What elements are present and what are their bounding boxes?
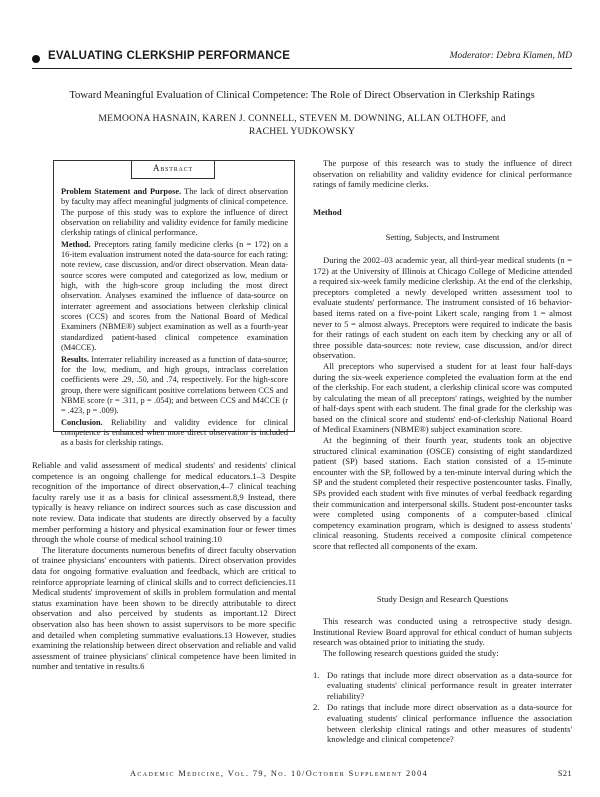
setting-paragraph-2: All preceptors who supervised a student for at least four half-days during the six-week experience completed the evaluation form at the end of the clerkship. For each student, a clerkship clinical score was computed by calculating the mean of all preceptors' ratings, weighted by the number of half-days spent with each student. The final grade for the clerkship was based on the clinical score and students' end-of-clerkship National Board of Medical Examiners (NBME®) subject examination score.: [313, 360, 572, 435]
setting-paragraph-3: At the beginning of their fourth year, students took an objective structured clinical examination (OSCE) consisting of eight standardized patient (SP) based stations. Each station consisted of a 15-minute encounter with the SP, followed by a ten-minute interval during which the SP and the student completed their respective postencounter tasks. Finally, SPs provided each student with five minutes of verbal feedback regarding their communication and interpersonal skills. Student post-encounter tasks were completed using components of a computer-based clinical competency examination program, which is designed to assess students' clinical reasoning. Students received a composite clinical competence score that reflected all components of the exam.: [313, 435, 572, 551]
conclusion-text: Reliability and validity evidence for clinical competence is enhanced when more direct observation is included as a basis for clerkship ratings.: [61, 417, 288, 448]
purpose-paragraph: The purpose of this research was to study the influence of direct observation on reliability and validity evidence for clinical performance ratings of family medicine clerks.: [313, 158, 572, 190]
bullet-icon: [32, 55, 40, 63]
left-column-body: [32, 460, 296, 672]
questions-intro: The following research questions guided the study:: [323, 647, 499, 658]
conclusion-label: Conclusion.: [61, 417, 103, 427]
page-footer: [32, 769, 572, 781]
research-questions: [313, 670, 572, 745]
method-text: Preceptors rating family medicine clerks (n = 172) on a 16-item evaluation instrument noted the data-source for each rating: note review, case discussion, and/or direct observation. Mean data-source scores were computed and categorized as low, medium or high, with the high-score group including the most direct observation. Analyses examined the influence of data-source on interrater agreement and associations between clerkship clinical scores (CCS) and scores from the National Board of Medical Examiners (NBME®) subject examination as well as a fourth-year standardized patient-based clinical competence examination (M4CCE).: [61, 239, 288, 353]
results-label: Results.: [61, 354, 89, 364]
abstract-results: [61, 355, 288, 417]
article-title: Toward Meaningful Evaluation of Clinical Competence: The Role of Direct Observation in Clerkship Ratings: [69, 90, 535, 101]
list-item: [313, 702, 572, 744]
author-list: [90, 112, 514, 138]
abstract-method: [61, 240, 288, 354]
page-number: S21: [557, 769, 572, 778]
setting-paragraph-1: During the 2002–03 academic year, all third-year medical students (n = 172) at the University of Illinois at Chicago College of Medicine attended a required six-week family medicine clerkship. At the end of the clerkship, preceptors completed a newly developed written assessment tool to evaluate students' performance. The instrument consisted of 16 behavior-based items rated on a five-point Likert scale, ranging from 1 = almost never to 5 = almost always. Preceptors were required to indicate the basis for their ratings of each student on each item by checking any or all of three possible data-sources: note review, case discussion, and/or direct observation.: [313, 254, 572, 361]
abstract-heading: Abstract: [131, 160, 215, 179]
method-label: Method.: [61, 239, 91, 249]
question-text: Do ratings that include more direct observation as a data-source for evaluating students' clinical performance result in greater interrater reliability?: [327, 669, 572, 701]
question-number: 1.: [313, 669, 320, 680]
design-paragraph: This research was conducted using a retrospective study design. Institutional Review Board approval for ethical conduct of human subjects research was obtained prior to initiating the study.: [313, 616, 572, 648]
design-subheading: Study Design and Research Questions: [376, 593, 509, 604]
abstract-box: [53, 160, 295, 448]
header-rule: [32, 68, 572, 69]
abstract-conclusion: [61, 418, 288, 449]
journal-citation: Academic Medicine, Vol. 79, No. 10/October Supplement 2004: [130, 769, 429, 778]
question-number: 2.: [313, 702, 320, 713]
results-text: Interrater reliability increased as a function of data-source; for the low, medium, and high groups, intraclass correlation coefficients were .29, .50, and .74, respectively. For the high-score group, there were significant positive correlations between CCS and NBME score (r = .311, p = .054); and between CCS and M4CCE (r = .423, p = .009).: [61, 354, 288, 416]
section-title: EVALUATING CLERKSHIP PERFORMANCE: [48, 50, 291, 62]
method-heading: Method: [313, 206, 342, 217]
literature-paragraph: The literature documents numerous benefits of direct faculty observation of trainee physicians' encounters with patients. Direct observation provides data for ongoing formative evaluation and feedback, which are critical to reinforce appropriate learning of clinical skills and to correct deficiencies.11 Medical students' improvement of skills in problem formulation and mental status examination have been shown to be directly attributable to direct observation and also perceived by students as important.12 Direct observation also has been shown to assist supervisors to be more specific and detailed when completing summative evaluations.13 However, studies examining the relationship between direct observation and reliable and valid assessment of trainee physicians' clinical competence have been limited in number and tentative in results.6: [32, 544, 296, 672]
moderator-credit: Moderator: Debra Klamen, MD: [449, 51, 572, 61]
purpose-label: Problem Statement and Purpose.: [61, 187, 182, 196]
intro-paragraph: Reliable and valid assessment of medical students' and residents' clinical competence is an ongoing challenge for medical educators.1–3 Despite recognition of the importance of direct observation,4–7 clinical teaching faculty rarely use it as a basis for clinical assessment.8,9 Instead, there typically is heavy reliance on indirect sources such as case discussion and note review. Data indicate that students are directly observed by a faculty member performing a history and physical examination four or fewer times through the whole course of medical school training.10: [32, 460, 296, 545]
list-item: [313, 670, 572, 702]
authors-line-1: MEMOONA HASNAIN, KAREN J. CONNELL, STEVEN M. DOWNING, ALLAN OLTHOFF, and: [98, 113, 506, 124]
purpose-text: The lack of direct observation by faculty may affect meaningful judgments of clinical competence. The purpose of this study was to explore the influence of direct observation on reliability and validity evidence for family medicine clerkship ratings of clinical performance.: [61, 187, 288, 238]
question-text: Do ratings that include more direct observation as a data-source for evaluating students' clinical performance influence the association between clerkship clinical ratings and other measures of students' knowledge and clinical competence?: [327, 702, 572, 745]
setting-subheading: Setting, Subjects, and Instrument: [385, 232, 500, 243]
running-header: [32, 50, 572, 70]
authors-line-2: RACHEL YUDKOWSKY: [248, 126, 356, 137]
abstract-purpose: [61, 187, 288, 239]
right-column-body: [313, 158, 572, 746]
